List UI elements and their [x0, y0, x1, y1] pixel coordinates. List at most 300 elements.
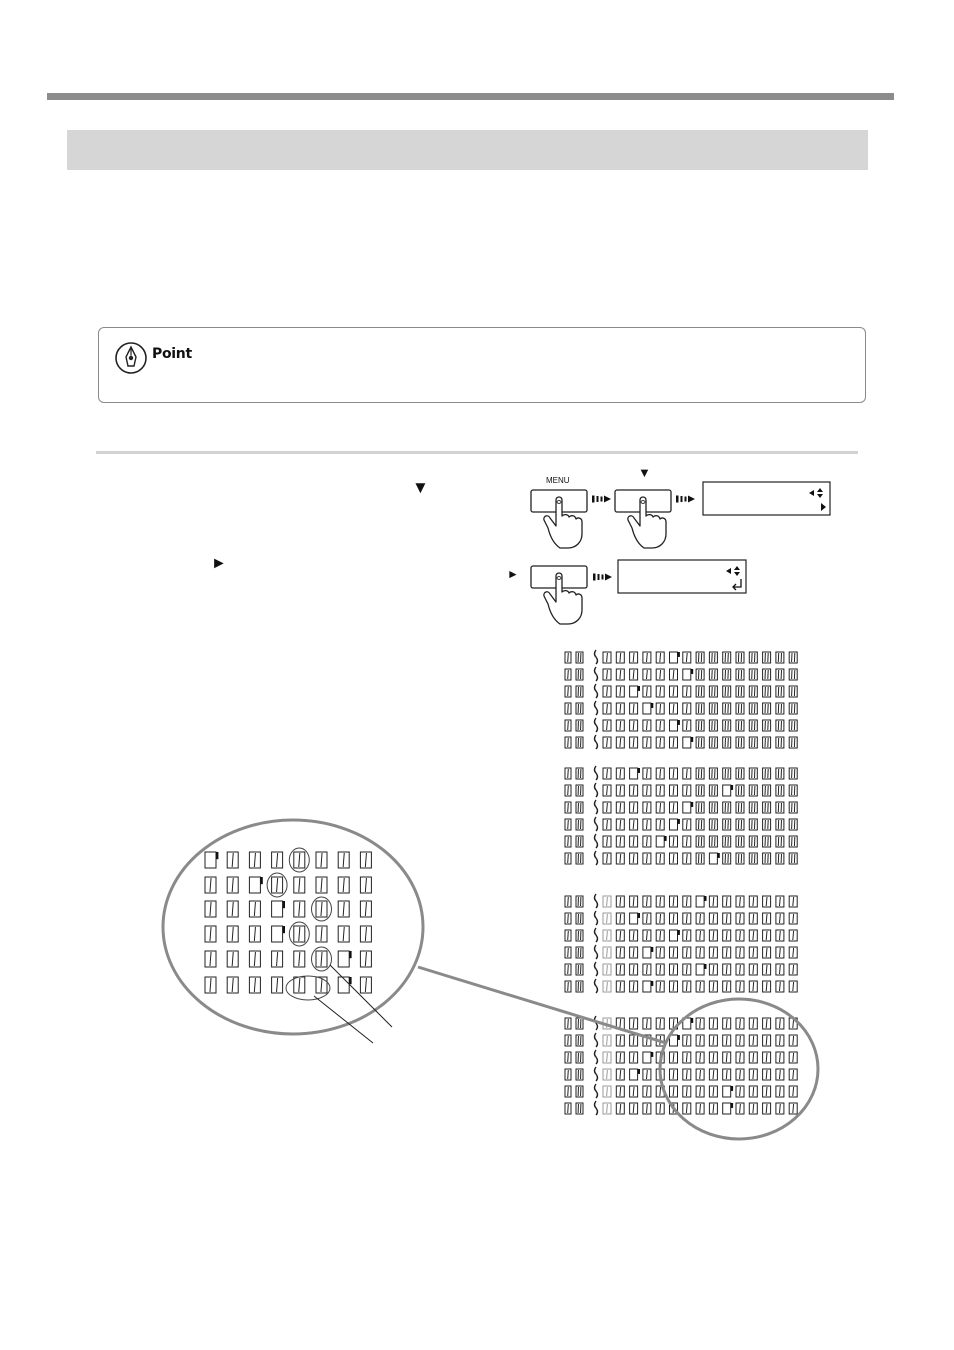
- pattern-mark: [789, 703, 797, 714]
- pattern-mark: [709, 802, 717, 813]
- pattern-mark: [749, 686, 757, 697]
- pattern-mark: [565, 947, 571, 958]
- pattern-mark: [576, 836, 583, 847]
- pattern-mark: [616, 896, 624, 907]
- pattern-mark: [630, 785, 638, 796]
- pattern-mark: [789, 669, 797, 680]
- pattern-mark: [576, 686, 583, 697]
- pattern-mark: [749, 836, 757, 847]
- pattern-mark: [616, 737, 624, 748]
- pattern-mark: [709, 686, 717, 697]
- pattern-mark: [630, 768, 640, 779]
- pattern-mark: [643, 652, 651, 663]
- pattern-mark: [709, 1052, 717, 1063]
- pattern-mark: [643, 768, 651, 779]
- pattern-mark: [603, 703, 611, 714]
- pattern-mark: [565, 1069, 571, 1080]
- pattern-mark: [736, 896, 744, 907]
- pattern-mark: [696, 930, 704, 941]
- pattern-mark: [656, 981, 664, 992]
- pattern-mark: [763, 1035, 771, 1046]
- pattern-mark: [736, 669, 744, 680]
- pattern-mark: [763, 947, 771, 958]
- pattern-mark: [696, 853, 704, 864]
- pattern-mark: [249, 901, 260, 917]
- pattern-mark: [696, 737, 704, 748]
- pattern-mark: [683, 669, 693, 680]
- pattern-mark: [338, 951, 351, 967]
- pattern-mark: [643, 930, 651, 941]
- pattern-mark: [683, 853, 691, 864]
- pattern-mark: [249, 926, 260, 942]
- pattern-mark: [294, 926, 305, 942]
- pattern-mark: [630, 737, 638, 748]
- pattern-mark: [656, 947, 664, 958]
- pattern-mark: [670, 720, 680, 731]
- pattern-mark: [616, 652, 624, 663]
- pattern-mark: [565, 930, 571, 941]
- pattern-mark: [576, 652, 583, 663]
- pattern-mark: [723, 1103, 733, 1114]
- pattern-mark: [630, 720, 638, 731]
- pattern-mark: [643, 853, 651, 864]
- pattern-mark: [360, 951, 371, 967]
- pattern-mark: [763, 720, 771, 731]
- pattern-mark: [709, 853, 719, 864]
- pattern-mark: [789, 1052, 797, 1063]
- pattern-mark: [338, 852, 349, 868]
- pattern-mark: [723, 853, 731, 864]
- pattern-mark: [227, 901, 238, 917]
- pattern-mark: [643, 802, 651, 813]
- pattern-mark: [776, 1086, 784, 1097]
- pattern-mark: [603, 853, 611, 864]
- break-mark: [595, 911, 598, 925]
- pattern-mark: [749, 768, 757, 779]
- pattern-mark: [696, 1103, 704, 1114]
- pattern-mark: [789, 737, 797, 748]
- pattern-mark: [616, 720, 624, 731]
- pattern-mark: [776, 981, 784, 992]
- pattern-mark: [643, 913, 651, 924]
- pattern-mark: [656, 836, 666, 847]
- pattern-mark: [656, 652, 664, 663]
- pattern-mark: [565, 768, 571, 779]
- pattern-mark: [338, 877, 349, 893]
- pattern-mark: [709, 896, 717, 907]
- pattern-mark: [630, 913, 640, 924]
- pattern-mark: [683, 652, 691, 663]
- pattern-mark: [696, 1035, 704, 1046]
- break-mark: [595, 783, 598, 797]
- pattern-mark: [723, 720, 731, 731]
- pattern-mark: [789, 947, 797, 958]
- pattern-mark: [723, 1035, 731, 1046]
- pattern-mark: [723, 836, 731, 847]
- pattern-mark: [603, 768, 611, 779]
- pattern-mark: [670, 768, 678, 779]
- pattern-mark: [763, 964, 771, 975]
- pattern-mark: [643, 785, 651, 796]
- pattern-mark: [723, 913, 731, 924]
- pattern-mark: [576, 1035, 583, 1046]
- pattern-mark: [696, 785, 704, 796]
- pattern-mark: [656, 785, 664, 796]
- pattern-mark: [776, 964, 784, 975]
- pattern-mark: [656, 686, 664, 697]
- pattern-mark: [776, 930, 784, 941]
- pattern-mark: [205, 901, 216, 917]
- pattern-mark: [643, 1103, 651, 1114]
- pattern-mark: [616, 947, 624, 958]
- pattern-mark: [763, 981, 771, 992]
- pattern-mark: [272, 852, 283, 868]
- pattern-mark: [709, 652, 717, 663]
- pattern-mark: [576, 1018, 583, 1029]
- pattern-mark: [709, 1103, 717, 1114]
- pattern-mark: [723, 981, 731, 992]
- pattern-mark: [696, 964, 706, 975]
- pattern-mark: [576, 819, 583, 830]
- pattern-mark: [709, 737, 717, 748]
- pattern-mark: [603, 913, 611, 924]
- pattern-mark: [709, 819, 717, 830]
- pattern-mark: [723, 1069, 731, 1080]
- pattern-mark: [603, 686, 611, 697]
- pattern-mark: [630, 1086, 638, 1097]
- pattern-mark: [749, 720, 757, 731]
- pattern-mark: [709, 1069, 717, 1080]
- pattern-mark: [670, 737, 678, 748]
- pattern-mark: [643, 947, 653, 958]
- pattern-mark: [565, 802, 571, 813]
- pattern-mark: [736, 652, 744, 663]
- pattern-mark: [749, 819, 757, 830]
- pattern-mark: [723, 703, 731, 714]
- pattern-mark: [616, 1086, 624, 1097]
- pattern-mark: [565, 853, 571, 864]
- break-mark: [595, 1033, 598, 1047]
- pattern-mark: [749, 703, 757, 714]
- pattern-mark: [763, 1018, 771, 1029]
- pattern-mark: [709, 947, 717, 958]
- pattern-mark: [272, 977, 283, 993]
- pattern-mark: [565, 652, 571, 663]
- pattern-mark: [789, 1069, 797, 1080]
- pattern-mark: [656, 768, 664, 779]
- pattern-mark: [709, 1086, 717, 1097]
- step1-down-arrow-icon: ▼: [412, 478, 429, 497]
- pattern-mark: [630, 652, 638, 663]
- pattern-mark: [616, 930, 624, 941]
- pattern-mark: [763, 913, 771, 924]
- pattern-mark: [630, 853, 638, 864]
- pattern-mark: [683, 819, 691, 830]
- pattern-mark: [576, 1103, 583, 1114]
- pattern-mark: [616, 836, 624, 847]
- pattern-mark: [643, 819, 651, 830]
- pattern-mark: [603, 964, 611, 975]
- pattern-mark: [763, 703, 771, 714]
- pattern-mark: [736, 703, 744, 714]
- break-mark: [595, 701, 598, 715]
- pattern-mark: [696, 819, 704, 830]
- pattern-mark: [656, 669, 664, 680]
- pattern-mark: [670, 1035, 680, 1046]
- pattern-mark: [723, 1018, 731, 1029]
- pattern-mark: [272, 901, 285, 917]
- pattern-mark: [249, 951, 260, 967]
- pattern-mark: [616, 1052, 624, 1063]
- pattern-mark: [723, 652, 731, 663]
- right-key-label: ►: [507, 567, 519, 581]
- pattern-mark: [670, 1086, 678, 1097]
- pattern-mark: [776, 802, 784, 813]
- pattern-mark: [749, 1035, 757, 1046]
- pattern-mark: [736, 836, 744, 847]
- pattern-mark: [603, 802, 611, 813]
- pattern-mark: [749, 802, 757, 813]
- pattern-mark: [789, 802, 797, 813]
- pattern-mark: [272, 951, 283, 967]
- pattern-mark: [683, 1069, 691, 1080]
- pattern-mark: [696, 686, 704, 697]
- pattern-mark: [736, 819, 744, 830]
- pattern-mark: [643, 1018, 651, 1029]
- pattern-mark: [723, 930, 731, 941]
- pattern-mark: [736, 768, 744, 779]
- pattern-mark: [565, 737, 571, 748]
- pattern-mark: [776, 947, 784, 958]
- pattern-mark: [670, 652, 680, 663]
- pattern-mark: [576, 1069, 583, 1080]
- pattern-mark: [789, 785, 797, 796]
- pattern-mark: [603, 819, 611, 830]
- pattern-mark: [656, 720, 664, 731]
- pattern-mark: [294, 901, 305, 917]
- down-key-label: ▼: [638, 465, 651, 480]
- pattern-mark: [683, 964, 691, 975]
- pattern-mark: [683, 686, 691, 697]
- pattern-mark: [576, 930, 583, 941]
- pattern-mark: [709, 703, 717, 714]
- break-mark: [595, 962, 598, 976]
- pattern-mark: [643, 720, 651, 731]
- pattern-mark: [709, 930, 717, 941]
- pattern-mark: [616, 853, 624, 864]
- pattern-mark: [616, 703, 624, 714]
- pattern-mark: [630, 669, 638, 680]
- pattern-mark: [603, 720, 611, 731]
- pattern-mark: [656, 1018, 664, 1029]
- pattern-mark: [338, 901, 349, 917]
- pattern-mark: [789, 981, 797, 992]
- pattern-mark: [709, 669, 717, 680]
- pattern-mark: [670, 964, 678, 975]
- pattern-mark: [749, 1052, 757, 1063]
- pattern-mark: [776, 720, 784, 731]
- pattern-mark: [723, 947, 731, 958]
- pattern-mark: [776, 1052, 784, 1063]
- pattern-mark: [736, 930, 744, 941]
- pattern-mark: [776, 686, 784, 697]
- pattern-mark: [576, 913, 583, 924]
- pattern-mark: [709, 1018, 717, 1029]
- break-mark: [595, 718, 598, 732]
- pattern-mark: [749, 981, 757, 992]
- pattern-mark: [338, 926, 349, 942]
- pattern-mark: [776, 1018, 784, 1029]
- pattern-mark: [670, 913, 678, 924]
- pattern-mark: [776, 819, 784, 830]
- pattern-mark: [656, 896, 664, 907]
- pattern-mark: [723, 819, 731, 830]
- pattern-mark: [643, 686, 651, 697]
- pattern-mark: [736, 737, 744, 748]
- pattern-mark: [630, 1052, 638, 1063]
- pattern-mark: [576, 720, 583, 731]
- pattern-mark: [709, 1035, 717, 1046]
- pattern-mark: [565, 836, 571, 847]
- pattern-mark: [696, 947, 704, 958]
- pattern-mark: [643, 896, 651, 907]
- pattern-mark: [670, 853, 678, 864]
- pattern-mark: [294, 977, 305, 993]
- pattern-mark: [670, 1069, 678, 1080]
- break-mark: [595, 667, 598, 681]
- pattern-mark: [683, 737, 693, 748]
- pattern-mark: [565, 669, 571, 680]
- pattern-mark: [565, 686, 571, 697]
- pattern-mark: [749, 853, 757, 864]
- pattern-mark: [360, 877, 371, 893]
- pattern-mark: [696, 652, 704, 663]
- pattern-mark: [776, 652, 784, 663]
- pattern-mark: [723, 896, 731, 907]
- pattern-mark: [763, 686, 771, 697]
- pattern-mark: [643, 981, 653, 992]
- pattern-mark: [603, 1086, 611, 1097]
- pattern-mark: [576, 981, 583, 992]
- pattern-mark: [763, 1052, 771, 1063]
- pattern-mark: [736, 1086, 744, 1097]
- pattern-mark: [603, 981, 611, 992]
- pattern-mark: [763, 1069, 771, 1080]
- magnified-detail: [163, 820, 423, 1034]
- pattern-mark: [227, 877, 238, 893]
- break-mark: [595, 1050, 598, 1064]
- pattern-mark: [709, 964, 717, 975]
- pattern-mark: [616, 1069, 624, 1080]
- pattern-mark: [696, 802, 704, 813]
- pattern-mark: [643, 1069, 651, 1080]
- pattern-mark: [683, 1035, 691, 1046]
- pattern-mark: [316, 951, 327, 967]
- pattern-mark: [683, 947, 691, 958]
- pattern-mark: [789, 913, 797, 924]
- pattern-mark: [565, 981, 571, 992]
- pattern-mark: [670, 686, 678, 697]
- pattern-mark: [723, 785, 733, 796]
- pattern-mark: [723, 768, 731, 779]
- pattern-mark: [736, 913, 744, 924]
- pattern-mark: [670, 785, 678, 796]
- pattern-mark: [696, 703, 704, 714]
- pattern-mark: [205, 926, 216, 942]
- break-mark: [595, 1084, 598, 1098]
- pattern-mark: [630, 836, 638, 847]
- pattern-mark: [227, 951, 238, 967]
- pattern-mark: [763, 853, 771, 864]
- pattern-mark: [723, 802, 731, 813]
- pattern-mark: [683, 981, 691, 992]
- pattern-mark: [736, 1052, 744, 1063]
- pattern-mark: [565, 819, 571, 830]
- pattern-mark: [683, 768, 691, 779]
- pattern-mark: [603, 737, 611, 748]
- pattern-mark: [763, 819, 771, 830]
- pattern-mark: [749, 669, 757, 680]
- pattern-mark: [616, 1035, 624, 1046]
- pattern-mark: [736, 1035, 744, 1046]
- pattern-mark: [670, 669, 678, 680]
- pattern-mark: [749, 1086, 757, 1097]
- pattern-mark: [776, 737, 784, 748]
- pattern-mark: [670, 802, 678, 813]
- pattern-mark: [749, 1018, 757, 1029]
- pattern-mark: [736, 785, 744, 796]
- pattern-mark: [576, 785, 583, 796]
- pattern-mark: [576, 896, 583, 907]
- pattern-mark: [749, 737, 757, 748]
- pattern-mark: [576, 947, 583, 958]
- pattern-mark: [616, 686, 624, 697]
- pattern-mark: [723, 737, 731, 748]
- pattern-mark: [709, 785, 717, 796]
- pattern-mark: [696, 768, 704, 779]
- pattern-mark: [576, 737, 583, 748]
- pattern-mark: [683, 930, 691, 941]
- pattern-mark: [616, 1103, 624, 1114]
- pattern-mark: [736, 853, 744, 864]
- pattern-mark: [776, 1103, 784, 1114]
- pattern-mark: [736, 686, 744, 697]
- pattern-mark: [616, 964, 624, 975]
- pattern-mark: [316, 852, 327, 868]
- pattern-mark: [630, 1069, 640, 1080]
- pattern-mark: [616, 669, 624, 680]
- pattern-mark: [565, 1052, 571, 1063]
- pattern-mark: [630, 1035, 638, 1046]
- pattern-mark: [316, 926, 327, 942]
- pattern-mark: [763, 1103, 771, 1114]
- pattern-mark: [776, 1069, 784, 1080]
- pattern-mark: [603, 1069, 611, 1080]
- pattern-mark: [656, 853, 664, 864]
- break-mark: [595, 650, 598, 664]
- pattern-mark: [656, 737, 664, 748]
- pattern-mark: [683, 913, 691, 924]
- pattern-mark: [272, 877, 283, 893]
- pattern-mark: [630, 964, 638, 975]
- pattern-mark: [789, 1086, 797, 1097]
- step2-right-arrow-icon: ►: [211, 555, 227, 572]
- pattern-mark: [656, 802, 664, 813]
- pattern-mark: [683, 896, 691, 907]
- pattern-mark: [696, 981, 704, 992]
- break-mark: [595, 817, 598, 831]
- pattern-mark: [749, 913, 757, 924]
